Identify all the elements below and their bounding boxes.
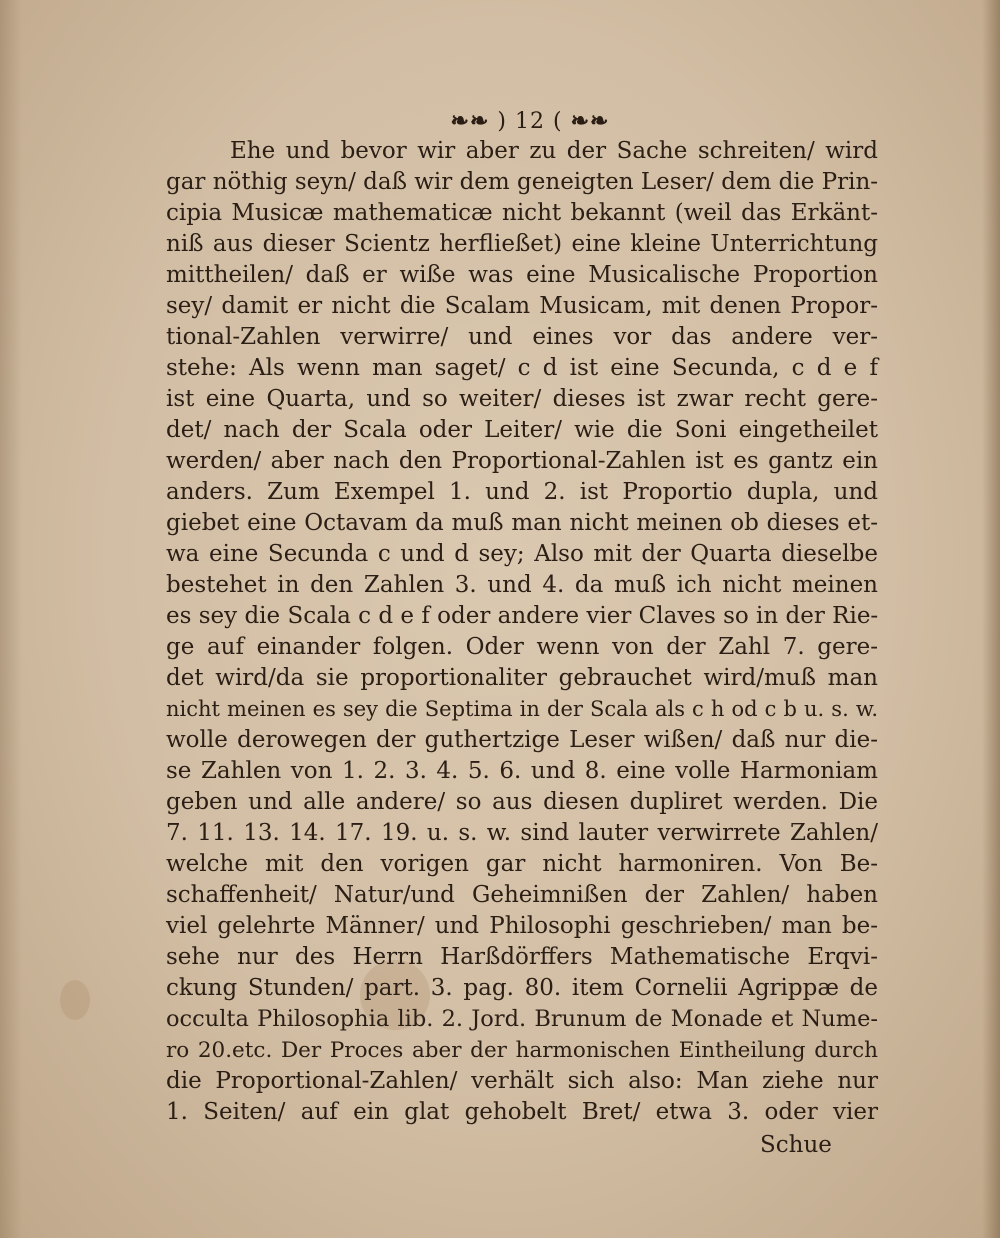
- text-line: stehe: Als wenn man saget/ c d ist eine Secunda, c d e f: [166, 355, 878, 381]
- text-line: 7. 11. 13. 14. 17. 19. u. s. w. sind lauter verwirrete Zahlen/: [166, 820, 878, 846]
- text-line: wolle derowegen der guthertzige Leser wißen/ daß nur die-: [166, 727, 878, 753]
- text-line: die Proportional-Zahlen/ verhält sich also: Man ziehe nur: [166, 1068, 878, 1094]
- page-number: ) 12 (: [497, 109, 563, 134]
- text-line: viel gelehrte Männer/ und Philosophi geschrieben/ man be-: [166, 913, 878, 939]
- text-line: cipia Musicæ mathematicæ nicht bekannt (weil das Erkänt-: [166, 200, 878, 226]
- text-line: werden/ aber nach den Proportional-Zahlen ist es gantz ein: [166, 448, 878, 474]
- text-line: mittheilen/ daß er wiße was eine Musicalische Proportion: [166, 262, 878, 288]
- text-line: welche mit den vorigen gar nicht harmoniren. Von Be-: [166, 851, 878, 877]
- text-line: wa eine Secunda c und d sey; Also mit der Quarta dieselbe: [166, 541, 878, 567]
- text-line: giebet eine Octavam da muß man nicht meinen ob dieses et-: [166, 510, 878, 536]
- text-line: bestehet in den Zahlen 3. und 4. da muß ich nicht meinen: [166, 572, 878, 598]
- text-line: ge auf einander folgen. Oder wenn von der Zahl 7. gere-: [166, 634, 878, 660]
- header-ornament-left: ❧❧: [450, 108, 490, 134]
- page-edge-right: [982, 0, 1000, 1238]
- text-line: anders. Zum Exempel 1. und 2. ist Proportio dupla, und: [166, 479, 878, 505]
- text-line: niß aus dieser Scientz herfließet) eine kleine Unterrichtung: [166, 231, 878, 257]
- text-line: det wird/da sie proportionaliter gebrauchet wird/muß man: [166, 665, 878, 691]
- text-line: gar nöthig seyn/ daß wir dem geneigten Leser/ dem die Prin-: [166, 169, 879, 195]
- text-line: tional-Zahlen verwirre/ und eines vor das andere ver-: [166, 324, 878, 350]
- text-line: nicht meinen es sey die Septima in der Scala als c h od c b u. s. w.: [166, 697, 878, 721]
- text-line: se Zahlen von 1. 2. 3. 4. 5. 6. und 8. eine volle Harmoniam: [166, 758, 878, 784]
- text-line: schaffenheit/ Natur/und Geheimnißen der Zahlen/ haben: [166, 882, 878, 908]
- text-line: sehe nur des Herrn Harßdörffers Mathematische Erqvi-: [166, 944, 878, 970]
- catchword: Schue: [760, 1132, 832, 1158]
- text-line: Ehe und bevor wir aber zu der Sache schreiten/ wird: [230, 138, 878, 164]
- page-edge-left: [0, 0, 22, 1238]
- text-line: det/ nach der Scala oder Leiter/ wie die Soni eingetheilet: [166, 417, 878, 443]
- body-text: [166, 136, 878, 1128]
- text-line: sey/ damit er nicht die Scalam Musicam, mit denen Propor-: [166, 293, 878, 319]
- text-line: ist eine Quarta, und so weiter/ dieses ist zwar recht gere-: [166, 386, 878, 412]
- text-line: es sey die Scala c d e f oder andere vier Claves so in der Rie-: [166, 603, 879, 629]
- page-header: [440, 106, 620, 136]
- text-line: geben und alle andere/ so aus diesen dupliret werden. Die: [166, 789, 878, 815]
- paper-stain: [60, 980, 90, 1020]
- text-line: 1. Seiten/ auf ein glat gehobelt Bret/ etwa 3. oder vier: [166, 1099, 878, 1125]
- text-line: occulta Philosophia lib. 2. Jord. Brunum de Monade et Nume-: [166, 1006, 878, 1032]
- text-line: ckung Stunden/ part. 3. pag. 80. item Cornelii Agrippæ de: [166, 975, 878, 1001]
- header-ornament-right: ❧❧: [570, 108, 610, 134]
- text-line: ro 20.etc. Der Proces aber der harmonischen Eintheilung durch: [166, 1038, 878, 1063]
